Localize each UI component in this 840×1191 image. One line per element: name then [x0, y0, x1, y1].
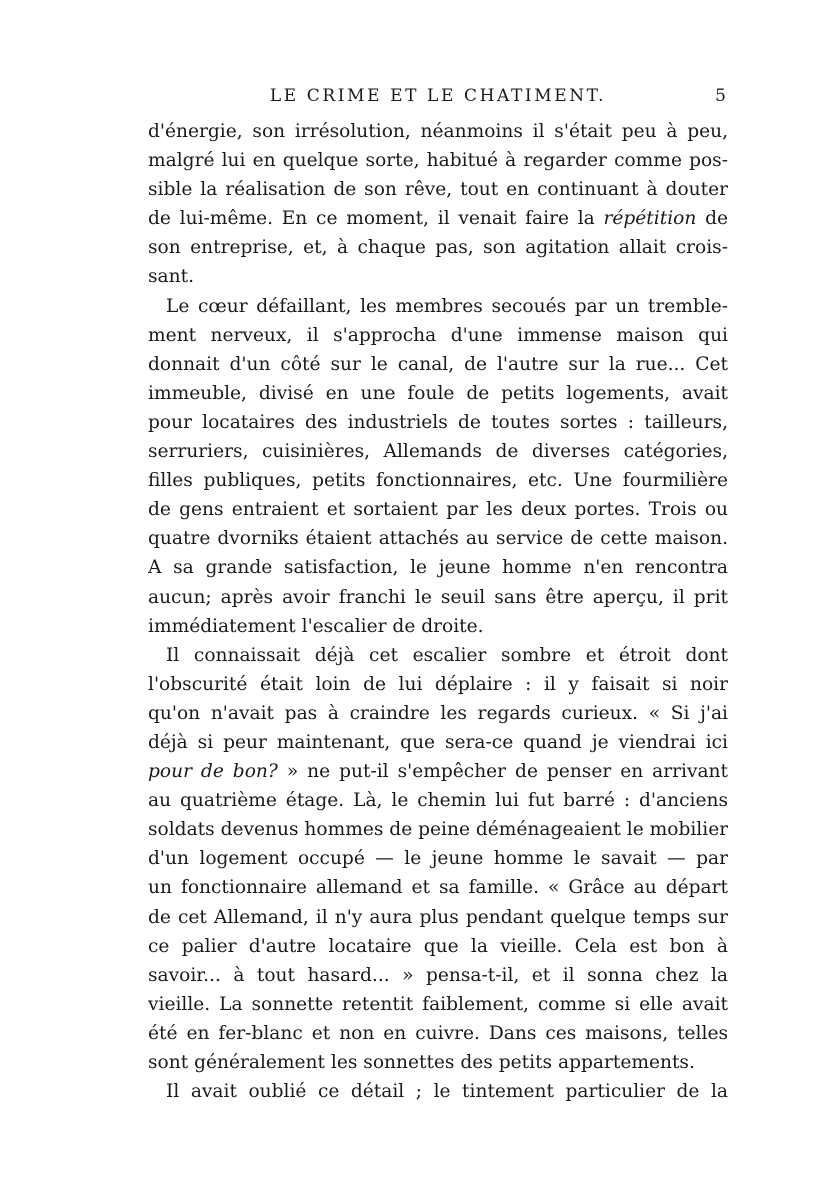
- text-segment: de: [705, 208, 728, 230]
- text-line: l'obscurité était loin de lui déplaire : il y faisait si noir: [148, 673, 728, 695]
- text-line: A sa grande satisfaction, le jeune homme n'en rencontra: [148, 557, 728, 579]
- body-text: [148, 117, 728, 1106]
- text-line: immeuble, divisé en une foule de petits logements, avait: [148, 382, 728, 404]
- text-line: Le cœur défaillant, les membres secoués par un tremble-: [166, 295, 728, 317]
- text-line: au quatrième étage. Là, le chemin lui fut barré : d'anciens: [148, 790, 728, 812]
- running-title: LE CRIME ET LE CHATIMENT.: [269, 86, 607, 106]
- text-line: savoir... à tout hasard... » pensa-t-il, et il sonna chez la: [148, 964, 728, 986]
- text-line: d'énergie, son irrésolution, néanmoins il s'était peu à peu,: [148, 121, 728, 142]
- text-line: son entreprise, et, à chaque pas, son agitation allait crois-: [148, 237, 728, 259]
- text-line: filles publiques, petits fonctionnaires, etc. Une fourmilière: [148, 470, 728, 492]
- text-line: quatre dvorniks étaient attachés au service de cette maison.: [148, 528, 728, 550]
- text-line: Il connaissait déjà cet escalier sombre et étroit dont: [166, 644, 728, 666]
- text-line: été en fer-blanc et non en cuivre. Dans ces maisons, telles: [148, 1022, 728, 1044]
- running-head: [148, 86, 728, 112]
- text-line: [148, 204, 728, 233]
- text-line: ment nerveux, il s'approcha d'une immense maison qui: [148, 324, 728, 346]
- text-line: de gens entraient et sortaient par les deux portes. Trois ou: [148, 499, 728, 521]
- text-segment: » ne put-il s'empêcher de penser en arrivant: [286, 761, 728, 783]
- text-line: ce palier d'autre locataire que la vieille. Cela est bon à: [148, 935, 728, 957]
- text-line: d'un logement occupé — le jeune homme le savait — par: [148, 848, 728, 870]
- italic-word: répétition: [603, 208, 697, 230]
- text-line: immédiatement l'escalier de droite.: [148, 615, 484, 637]
- text-line: soldats devenus hommes de peine déménageaient le mobilier: [148, 819, 728, 841]
- text-line: pour locataires des industriels de toutes sortes : tailleurs,: [148, 411, 728, 433]
- text-line: serruriers, cuisinières, Allemands de diverses catégories,: [148, 441, 728, 463]
- text-line: aucun; après avoir franchi le seuil sans être aperçu, il prit: [148, 586, 728, 608]
- text-line: Il avait oublié ce détail ; le tintement particulier de la: [166, 1081, 728, 1103]
- text-line: sible la réalisation de son rêve, tout en continuant à douter: [148, 179, 728, 201]
- text-line: vieille. La sonnette retentit faiblement, comme si elle avait: [148, 993, 728, 1015]
- page-number: 5: [715, 86, 726, 106]
- text-line: de cet Allemand, il n'y aura plus pendant quelque temps sur: [148, 906, 728, 928]
- text-line: un fonctionnaire allemand et sa famille. « Grâce au départ: [148, 877, 728, 899]
- text-segment: de lui-même. En ce moment, il venait faire la: [148, 208, 595, 230]
- text-line: donnait d'un côté sur le canal, de l'autre sur la rue... Cet: [148, 353, 728, 375]
- text-line: [148, 757, 728, 786]
- text-line: déjà si peur maintenant, que sera-ce quand je viendrai ici: [148, 731, 728, 753]
- text-line: sant.: [148, 266, 194, 288]
- text-line: sont généralement les sonnettes des petits appartements.: [148, 1052, 695, 1073]
- text-line: qu'on n'avait pas à craindre les regards curieux. « Si j'ai: [148, 702, 728, 724]
- italic-phrase: pour de bon?: [148, 761, 278, 783]
- text-line: malgré lui en quelque sorte, habitué à regarder comme pos-: [148, 150, 728, 172]
